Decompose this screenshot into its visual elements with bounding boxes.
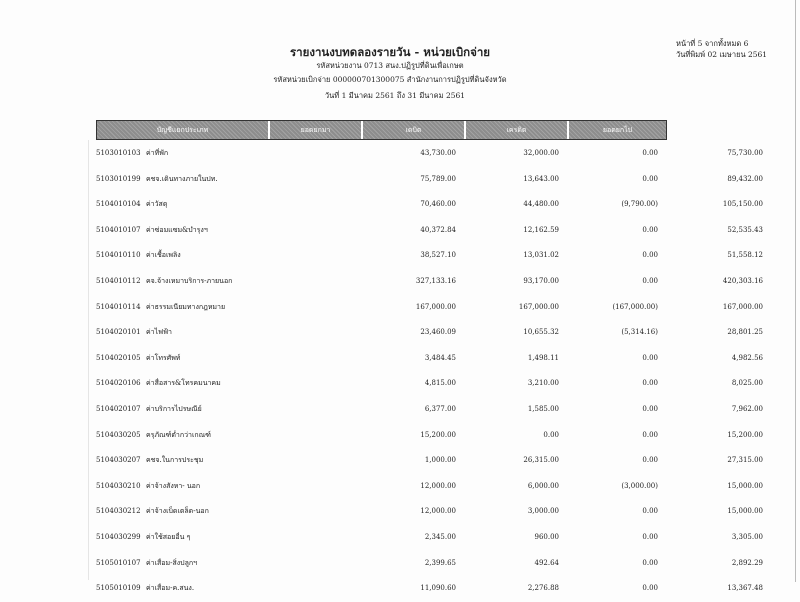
page-info — [676, 38, 767, 60]
column-header-carried-forward: ยอดยกไป — [569, 121, 666, 139]
debit-cell: 1,585.00 — [527, 404, 559, 413]
account-code: 5104010104 — [96, 200, 141, 209]
account-name: คชจ.เดินทางภายในปท. — [146, 174, 218, 183]
brought-forward-cell: 15,200.00 — [420, 430, 456, 439]
table-row — [96, 423, 763, 449]
credit-cell: 0.00 — [642, 149, 658, 157]
carried-forward-cell: 2,892.29 — [731, 558, 763, 567]
carried-forward-cell: 27,315.00 — [727, 456, 763, 465]
credit-cell: (9,790.00) — [621, 200, 658, 209]
debit-cell: 26,315.00 — [523, 456, 559, 465]
account-name: ค่าไฟฟ้า — [146, 328, 172, 337]
table-row — [96, 551, 763, 577]
account-name: ค่าสื่อสาร&โทรคมนาคม — [146, 379, 221, 388]
carried-forward-cell: 51,558.12 — [727, 251, 763, 260]
account-name: ค่าจ้างสังหา- นอก — [146, 481, 201, 490]
table-row — [96, 474, 763, 500]
account-name: ค่าบริการไปรษณีย์ — [146, 404, 202, 413]
account-code: 5104020106 — [96, 379, 141, 388]
account-code: 5104010112 — [96, 276, 141, 285]
credit-cell: 0.00 — [642, 353, 658, 362]
account-code: 5104030299 — [96, 532, 141, 541]
account-name: คจ.จ้างเหมาบริการ-ภายนอก — [146, 276, 233, 285]
credit-cell: 0.00 — [642, 532, 658, 541]
date-range-line: วันที่ 1 มีนาคม 2561 ถึง 31 มีนาคม 2561 — [324, 91, 466, 100]
carried-forward-cell: 167,000.00 — [722, 302, 763, 311]
credit-cell: 0.00 — [642, 276, 658, 285]
table-row — [96, 167, 763, 193]
account-name: ครุภัณฑ์ต่ำกว่าเกณฑ์ — [146, 430, 211, 439]
carried-forward-cell: 15,000.00 — [727, 481, 763, 490]
table-body — [96, 141, 763, 602]
brought-forward-cell: 12,000.00 — [420, 507, 456, 516]
carried-forward-cell: 8,025.00 — [731, 379, 763, 388]
account-code: 5104010114 — [96, 302, 141, 311]
table-row — [96, 243, 763, 269]
table-row — [96, 192, 763, 218]
credit-cell: 0.00 — [642, 558, 658, 567]
table-row — [96, 346, 763, 372]
page-number: หน้าที่ 5 จากทั้งหมด 6 — [676, 39, 749, 48]
debit-cell: 167,000.00 — [518, 302, 559, 311]
credit-cell: 0.00 — [642, 430, 658, 439]
table-row — [96, 295, 763, 321]
credit-cell: 0.00 — [642, 379, 658, 388]
brought-forward-cell: 6,377.00 — [424, 404, 456, 413]
credit-cell: 0.00 — [642, 404, 658, 413]
table-row — [96, 218, 763, 244]
carried-forward-cell: 52,535.43 — [727, 225, 763, 234]
brought-forward-cell: 23,460.09 — [420, 328, 456, 337]
brought-forward-cell: 2,345.00 — [424, 532, 456, 541]
brought-forward-cell: 75,789.00 — [420, 174, 456, 183]
carried-forward-cell: 28,801.25 — [727, 328, 763, 337]
credit-cell: 0.00 — [642, 584, 658, 593]
account-name: ค่าเสื่อม-สิ่งปลูกฯ — [146, 558, 198, 567]
credit-cell: (167,000.00) — [612, 302, 658, 311]
account-name: ค่าจ้างเบ็ดเตล็ด-นอก — [146, 507, 209, 516]
scan-shadow-line — [88, 140, 89, 580]
debit-cell: 0.00 — [543, 430, 559, 439]
agency-code-line: รหัสหน่วยงาน 0713 สนง.ปฏิรูปที่ดินเพื่อเกษต — [316, 61, 464, 70]
disbursement-unit-line: รหัสหน่วยเบิกจ่าย 000000701300075 สำนักงานการปฏิรูปที่ดินจังหวัด — [273, 75, 507, 84]
column-header-account: บัญชีแยกประเภท — [97, 121, 268, 139]
credit-cell: (3,000.00) — [621, 481, 658, 490]
column-header-brought-forward: ยอดยกมา — [270, 121, 361, 139]
table-row — [96, 371, 763, 397]
column-header-debit: เดบิต — [363, 121, 464, 139]
debit-cell: 10,655.32 — [523, 328, 559, 337]
table-row — [96, 499, 763, 525]
account-code: 5104030205 — [96, 430, 141, 439]
debit-cell: 960.00 — [534, 532, 559, 541]
carried-forward-cell: 7,962.00 — [731, 404, 763, 413]
debit-cell: 2,276.88 — [527, 584, 559, 593]
credit-cell: 0.00 — [642, 251, 658, 260]
table-header — [96, 120, 667, 140]
table-row — [96, 141, 763, 167]
account-name: ค่าที่พัก — [146, 149, 169, 157]
brought-forward-cell: 3,484.45 — [424, 353, 456, 362]
debit-cell: 13,643.00 — [523, 174, 559, 183]
table-row — [96, 576, 763, 602]
brought-forward-cell: 327,133.16 — [415, 276, 456, 285]
credit-cell: 0.00 — [642, 174, 658, 183]
brought-forward-cell: 11,090.60 — [420, 584, 456, 593]
brought-forward-cell: 38,527.10 — [420, 251, 456, 260]
account-name: ค่าเชื้อเพลิง — [146, 251, 181, 260]
brought-forward-cell: 43,730.00 — [420, 149, 456, 157]
page-edge-line — [795, 0, 796, 582]
credit-cell: 0.00 — [642, 456, 658, 465]
carried-forward-cell: 75,730.00 — [727, 149, 763, 157]
table-row — [96, 397, 763, 423]
table-row — [96, 269, 763, 295]
brought-forward-cell: 40,372.84 — [420, 225, 456, 234]
brought-forward-cell: 167,000.00 — [415, 302, 456, 311]
account-code: 5103010199 — [96, 174, 141, 183]
credit-cell: 0.00 — [642, 225, 658, 234]
brought-forward-cell: 70,460.00 — [420, 200, 456, 209]
account-name: ค่าซ่อมแซม&บำรุงฯ — [146, 225, 208, 234]
debit-cell: 32,000.00 — [523, 149, 559, 157]
debit-cell: 3,210.00 — [527, 379, 559, 388]
table-row — [96, 525, 763, 551]
credit-cell: (5,314.16) — [621, 328, 658, 337]
account-code: 5104010110 — [96, 251, 141, 260]
account-name: ค่าเสื่อม-ค.สนง. — [146, 584, 195, 593]
account-name: ค่าใช้สอยอื่น ๆ — [146, 532, 191, 541]
debit-cell: 1,498.11 — [527, 353, 559, 362]
brought-forward-cell: 2,399.65 — [424, 558, 456, 567]
debit-cell: 13,031.02 — [523, 251, 559, 260]
brought-forward-cell: 4,815.00 — [424, 379, 456, 388]
carried-forward-cell: 89,432.00 — [727, 174, 763, 183]
carried-forward-cell: 3,305.00 — [731, 532, 763, 541]
carried-forward-cell: 420,303.16 — [722, 276, 763, 285]
credit-cell: 0.00 — [642, 507, 658, 516]
brought-forward-cell: 12,000.00 — [420, 481, 456, 490]
debit-cell: 3,000.00 — [527, 507, 559, 516]
account-name: ค่าธรรมเนียมทางกฎหมาย — [146, 302, 226, 311]
table-row — [96, 448, 763, 474]
account-name: ค่าโทรศัพท์ — [146, 353, 181, 362]
debit-cell: 93,170.00 — [523, 276, 559, 285]
brought-forward-cell: 1,000.00 — [424, 456, 456, 465]
account-code: 5105010107 — [96, 558, 141, 567]
account-name: ค่าวัสดุ — [146, 200, 168, 209]
debit-cell: 44,480.00 — [523, 200, 559, 209]
debit-cell: 492.64 — [534, 558, 559, 567]
report-title: รายงานงบทดลองรายวัน - หน่วยเบิกจ่าย — [289, 45, 491, 59]
carried-forward-cell: 4,982.56 — [731, 353, 763, 362]
carried-forward-cell: 15,000.00 — [727, 507, 763, 516]
carried-forward-cell: 105,150.00 — [722, 200, 763, 209]
account-code: 5103010103 — [96, 149, 141, 157]
debit-cell: 6,000.00 — [527, 481, 559, 490]
account-code: 5104030207 — [96, 456, 141, 465]
account-name: คชจ.ในการประชุม — [146, 456, 204, 465]
account-code: 5104020107 — [96, 404, 141, 413]
account-code: 5105010109 — [96, 584, 141, 593]
print-date: วันที่พิมพ์ 02 เมษายน 2561 — [676, 50, 768, 59]
account-code: 5104020101 — [96, 328, 141, 337]
account-code: 5104030212 — [96, 507, 141, 516]
account-code: 5104020105 — [96, 353, 141, 362]
carried-forward-cell: 13,367.48 — [727, 584, 763, 593]
carried-forward-cell: 15,200.00 — [727, 430, 763, 439]
account-code: 5104030210 — [96, 481, 141, 490]
debit-cell: 12,162.59 — [523, 225, 559, 234]
table-row — [96, 320, 763, 346]
column-header-credit: เครดิต — [466, 121, 567, 139]
account-code: 5104010107 — [96, 225, 141, 234]
